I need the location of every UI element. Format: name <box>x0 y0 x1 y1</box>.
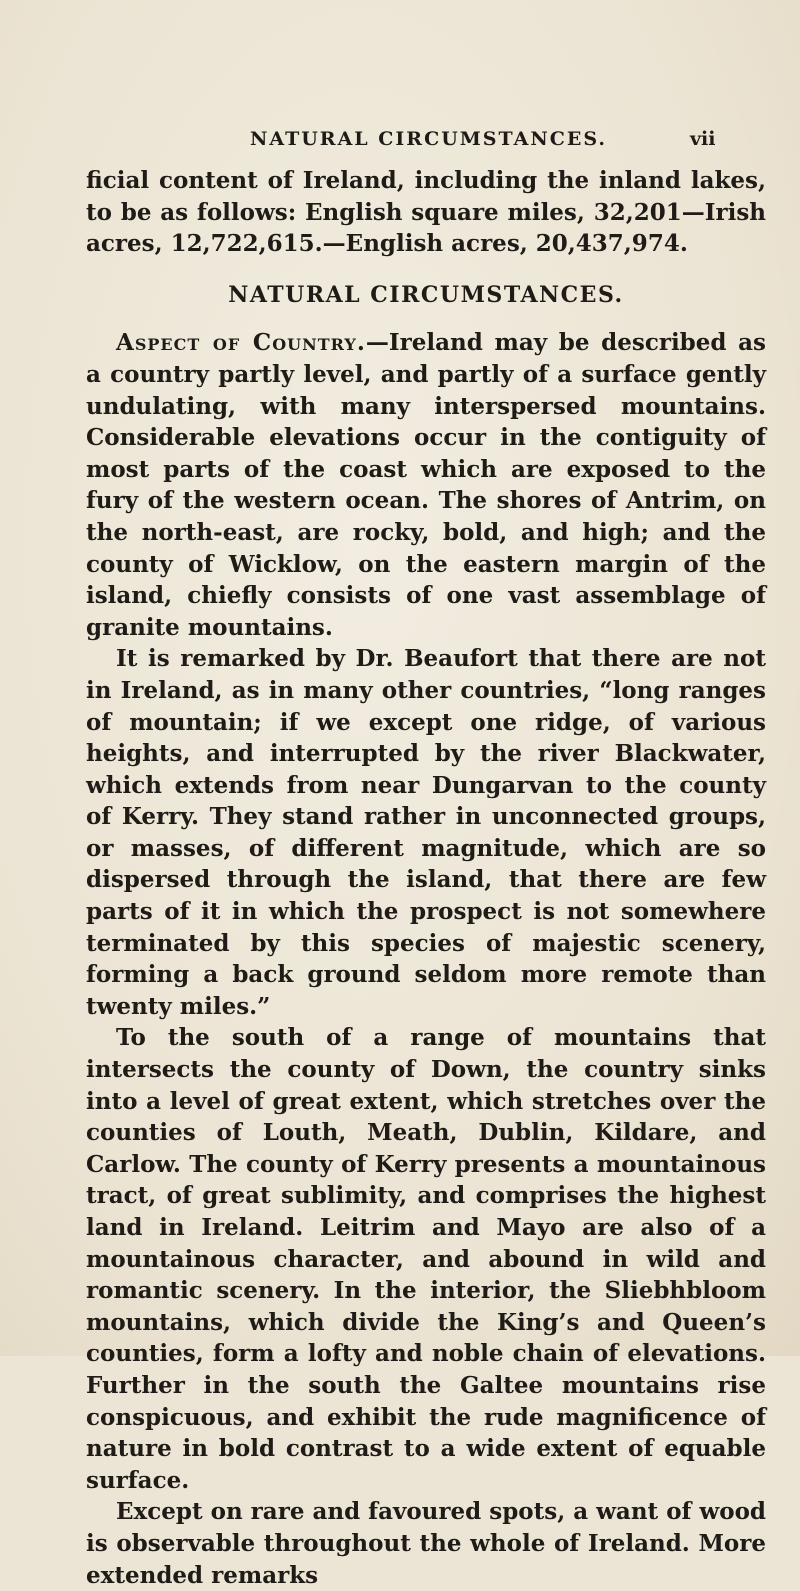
section-heading: NATURAL CIRCUMSTANCES. <box>228 281 624 308</box>
running-head: NATURAL CIRCUMSTANCES. <box>250 128 607 150</box>
opening-paragraph: ficial content of Ireland, including the inland lakes, to be as follows: English square miles, 32,201—Irish acres, 12,722,615.—English acres, 20,437,974. <box>86 167 766 258</box>
page-number: vii <box>690 128 716 150</box>
paragraph-want-of-wood: Except on rare and favoured spots, a want of wood is observable throughout the whole of Ireland. More extended remarks <box>86 1498 766 1589</box>
paragraph-south-of-range: To the south of a range of mountains that intersects the county of Down, the country sinks into a level of great extent, which stretches over the counties of Louth, Meath, Dublin, Kildare, and Carlow. The county of Kerry presents a mountainous tract, of great sublimity, and comprises the highest land in Ireland. Leitrim and Mayo are also of a mountainous character, and abound in wild and romantic scenery. In the interior, the Sliebhbloom mountains, which divide the King’s and Queen’s counties, form a lofty and noble chain of elevations. Further in the south the Galtee mountains rise conspicuous, and exhibit the rude magnificence of nature in bold contrast to a wide extent of equable surface. <box>86 1024 766 1494</box>
page-header <box>0 128 800 158</box>
paragraph-beaufort: It is remarked by Dr. Beaufort that there are not in Ireland, as in many other countries, “long ranges of mountain; if we except one ridge, of various heights, and interrupted by the river Blackwater, which extends from near Dungarvan to the county of Kerry. They stand rather in unconnected groups, or masses, of different magnitude, which are so dispersed through the island, that there are few parts of it in which the prospect is not somewhere terminated by this species of majestic scenery, forming a back ground seldom more remote than twenty miles.” <box>86 645 766 1020</box>
paragraph-aspect-of-country <box>86 327 766 643</box>
paragraph-lead-in: Aspect of Country. <box>116 329 366 357</box>
paragraph-text: —Ireland may be described as a country partly level, and partly of a surface gently undulating, with many interspersed mountains. Considerable elevations occur in the contiguity of most parts of the coast which are exposed to the fury of the western ocean. The shores of Antrim, on the north-east, are rocky, bold, and high; and the county of Wicklow, on the eastern margin of the island, chiefly consists of one vast assemblage of granite mountains. <box>86 329 766 641</box>
body-text <box>86 165 766 1591</box>
